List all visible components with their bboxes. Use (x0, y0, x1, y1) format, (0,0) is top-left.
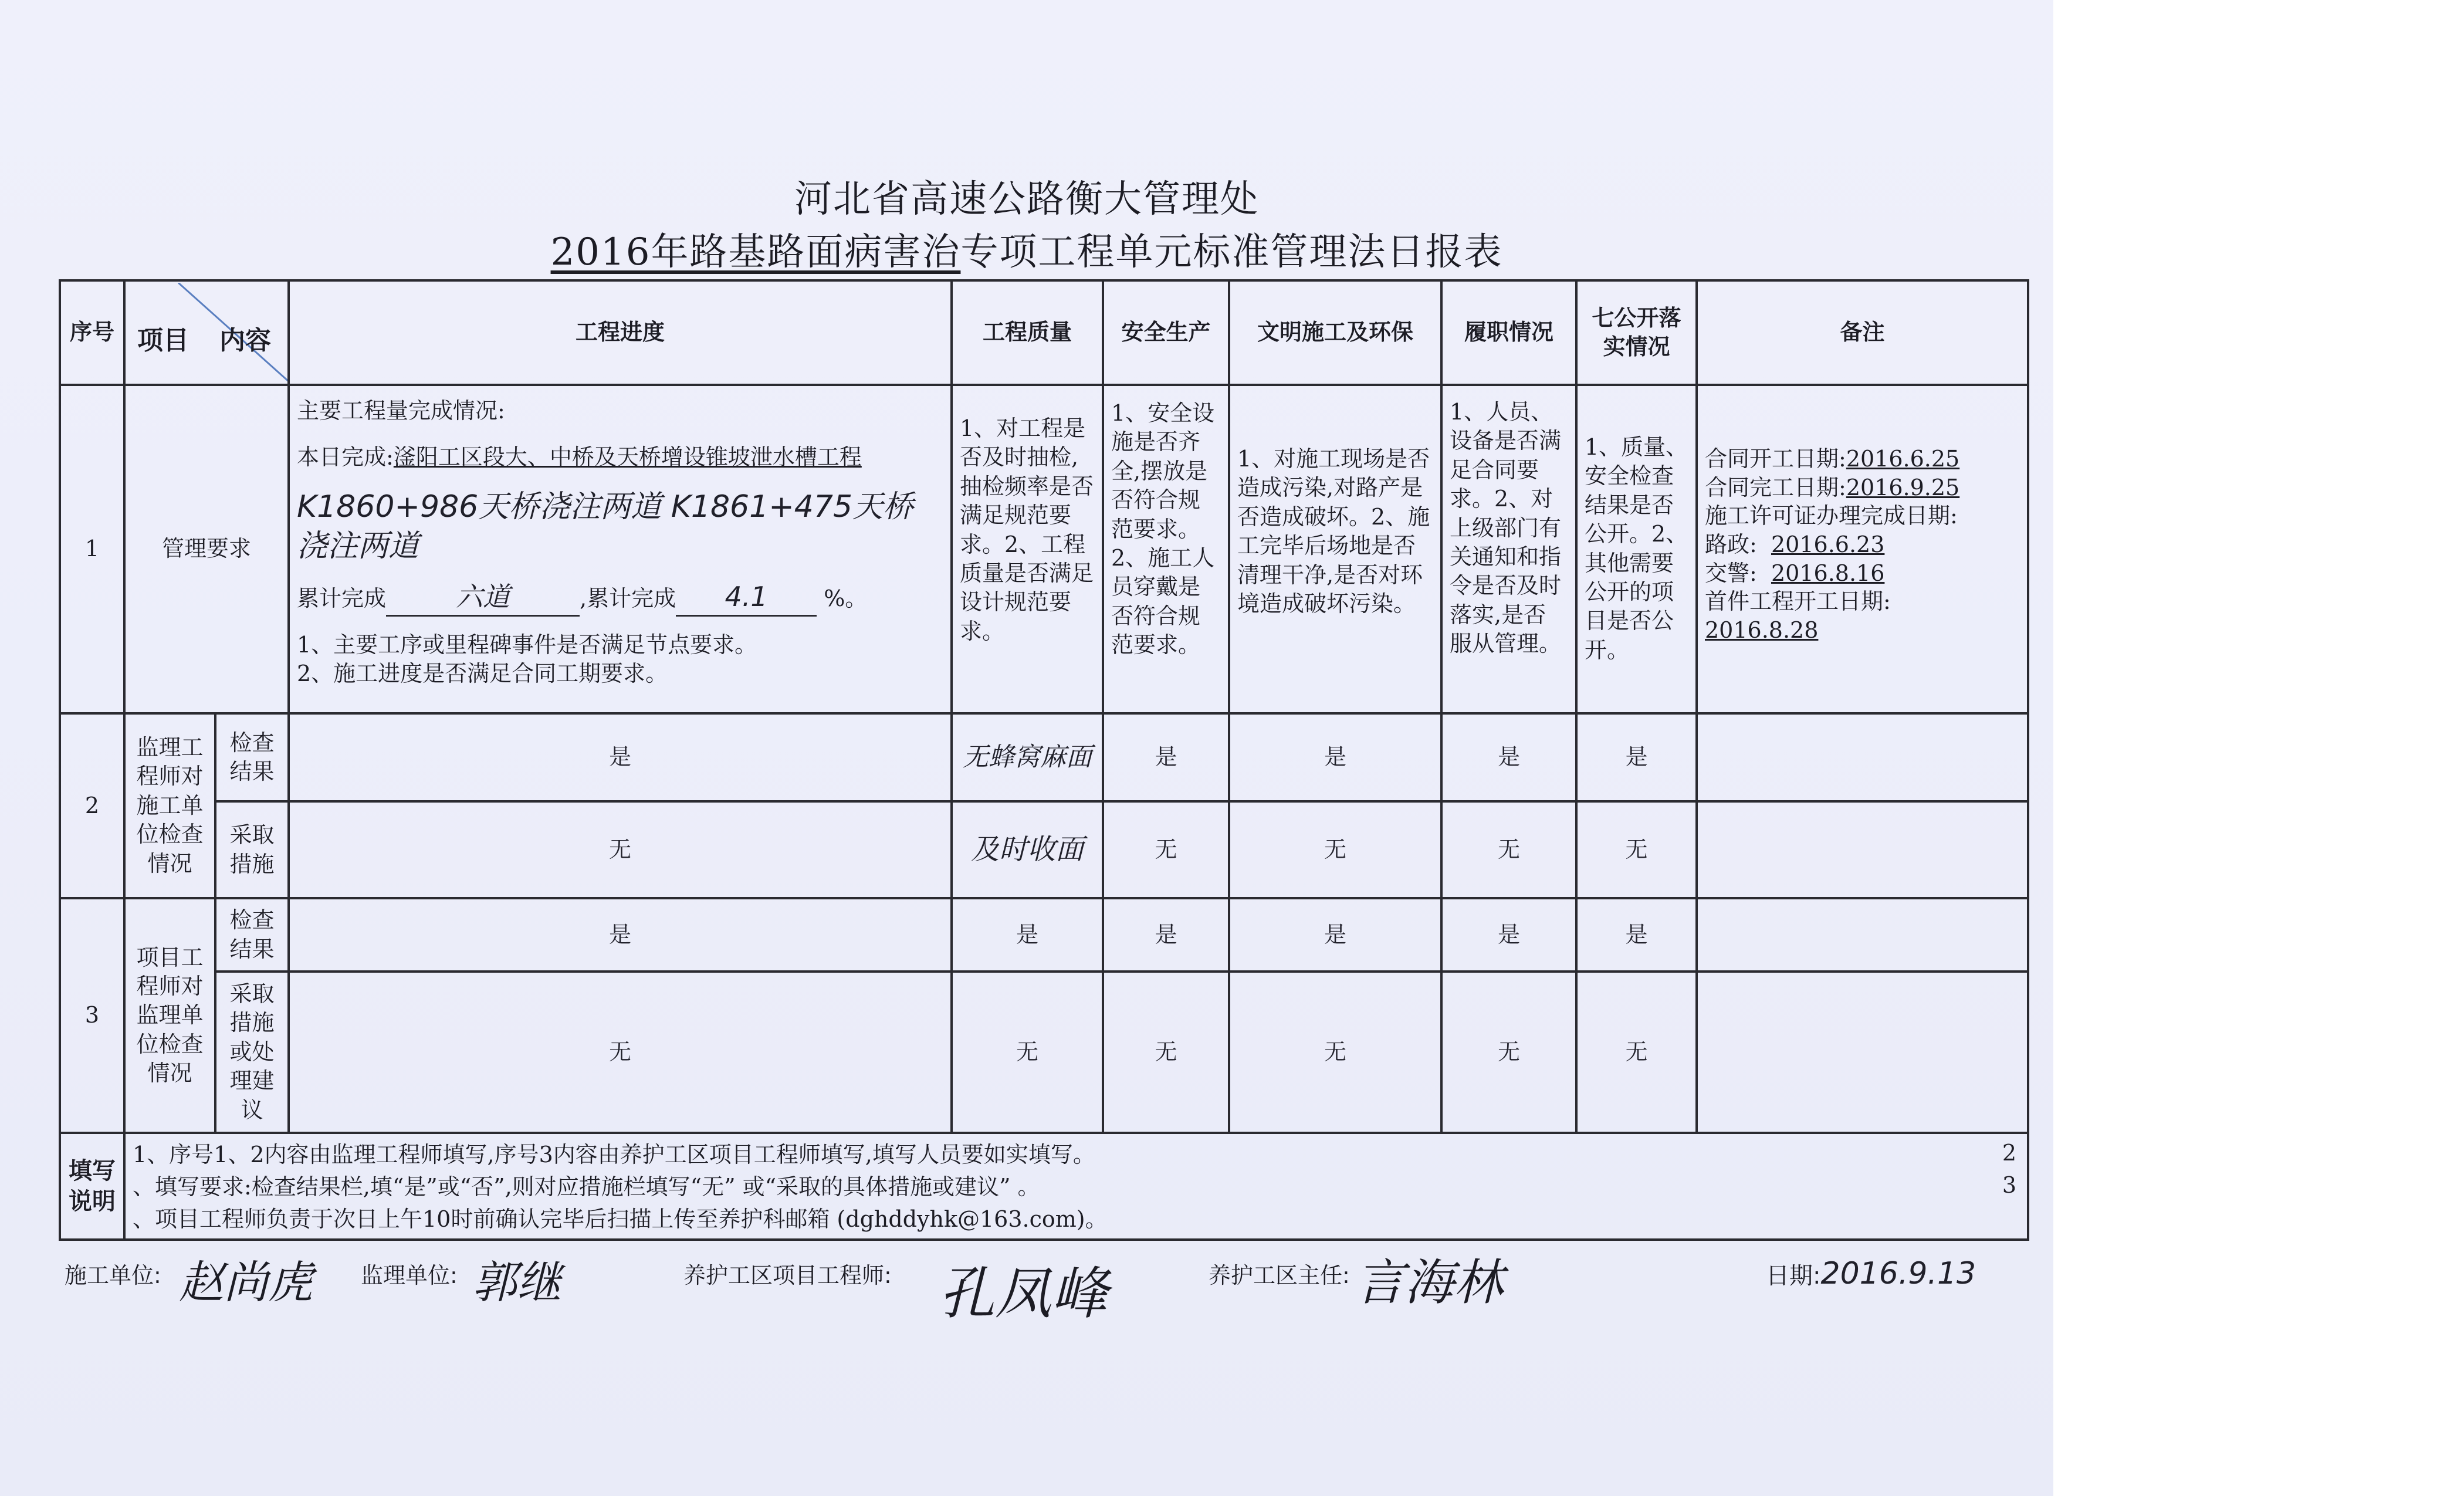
row3-seq: 3 (60, 898, 124, 1133)
road-label: 路政: (1705, 531, 1757, 557)
header-item-content (124, 280, 289, 385)
row2-check-quality: 无蜂窝麻面 (952, 713, 1103, 801)
contract-start (1705, 445, 2020, 473)
contract-end (1705, 473, 2020, 502)
header-seq: 序号 (60, 280, 124, 385)
subtitle-rest: 专项工程单元标准管理法日报表 (960, 231, 1503, 274)
note-number-2: 2 (2002, 1140, 2016, 1166)
director-signature: 言海林 (1355, 1254, 1504, 1311)
row2-measure-civil: 无 (1229, 801, 1441, 898)
row3-check-label: 检查结果 (215, 898, 289, 972)
row1-seven: 1、质量、安全检查结果是否公开。2、其他需要公开的项目是否公开。 (1576, 385, 1697, 713)
row3-measure-remarks (1697, 972, 2028, 1133)
row2-check-remarks (1697, 713, 2028, 801)
row3-check-duty: 是 (1441, 898, 1576, 972)
row2-check-progress: 是 (289, 713, 952, 801)
row2-seq: 2 (60, 713, 124, 898)
row3-check-quality: 是 (952, 898, 1103, 972)
report-table (59, 279, 2029, 1241)
note-3: 、项目工程师负责于次日上午10时前确认完毕后扫描上传至养护科邮箱 (dghddyhk@163.com)。 (133, 1206, 1108, 1233)
document-title: 河北省高速公路衡大管理处 (794, 178, 1259, 221)
notes-label: 填写说明 (60, 1133, 124, 1240)
police-value: 2016.8.16 (1771, 560, 1885, 586)
row2-measure-safety: 无 (1103, 801, 1229, 898)
cum-value: 六道 (386, 580, 580, 617)
header-progress: 工程进度 (289, 280, 952, 385)
row3-check-progress: 是 (289, 898, 952, 972)
contractor-signature: 赵尚虎 (179, 1256, 313, 1308)
date-label: 日期: (1766, 1263, 1821, 1289)
contract-end-value: 2016.9.25 (1846, 474, 1960, 500)
row2-check-seven: 是 (1576, 713, 1697, 801)
note-1: 1、序号1、2内容由监理工程师填写,序号3内容由养护工区项目工程师填写,填写人员要如实填写。 (133, 1142, 1095, 1167)
row2-measure-seven: 无 (1576, 801, 1697, 898)
header-item: 项目 (137, 326, 189, 356)
contract-start-label: 合同开工日期: (1705, 446, 1846, 472)
road-value: 2016.6.23 (1771, 531, 1885, 557)
first-work-value: 2016.8.28 (1705, 617, 1819, 643)
row3-check-civil: 是 (1229, 898, 1441, 972)
header-civil: 文明施工及环保 (1229, 280, 1441, 385)
date-field (1766, 1256, 1976, 1291)
row3-measure-seven: 无 (1576, 972, 1697, 1133)
row1-progress (289, 385, 952, 713)
today-label: 本日完成: (297, 444, 394, 471)
row-supervisor-measure (60, 801, 2028, 898)
supervisor-label: 监理单位: (361, 1263, 458, 1288)
notes-row (60, 1133, 2028, 1240)
header-quality: 工程质量 (952, 280, 1103, 385)
row2-check-label: 检查结果 (215, 713, 289, 801)
row2-measure-quality: 及时收面 (952, 801, 1103, 898)
progress-handwritten: K1860+986天桥浇注两道 K1861+475天桥浇注两道 (297, 489, 914, 564)
signature-line (65, 1253, 2059, 1370)
engineer-label: 养护工区项目工程师: (683, 1263, 892, 1288)
percent: %。 (824, 585, 868, 611)
notes-content (124, 1133, 2028, 1240)
header-duty: 履职情况 (1441, 280, 1576, 385)
row3-check-safety: 是 (1103, 898, 1229, 972)
header-seven: 七公开落实情况 (1576, 280, 1697, 385)
cum-label: 累计完成 (297, 585, 387, 611)
header-remarks: 备注 (1697, 280, 2028, 385)
row2-check-safety: 是 (1103, 713, 1229, 801)
row2-measure-label: 采取措施 (215, 801, 289, 898)
row3-measure-label: 采取措施或处理建议 (215, 972, 289, 1133)
scan-margin (2053, 0, 2464, 1496)
note-number-3: 3 (2002, 1172, 2016, 1198)
row-management (60, 385, 2028, 713)
row2-measure-remarks (1697, 801, 2028, 898)
row1-civil: 1、对施工现场是否造成污染,对路产是否造成破坏。2、施工完毕后场地是否清理干净,是否对环境造成破坏污染。 (1229, 385, 1441, 713)
row3-measure-quality: 无 (952, 972, 1103, 1133)
contract-end-label: 合同完工日期: (1705, 474, 1846, 500)
row-supervisor-check (60, 713, 2028, 801)
row3-measure-civil: 无 (1229, 972, 1441, 1133)
first-work-label: 首件工程开工日期: (1705, 588, 1891, 615)
cum-value2: 4.1 (676, 580, 817, 617)
row3-measure-safety: 无 (1103, 972, 1229, 1133)
row3-item: 项目工程师对监理单位检查情况 (124, 898, 215, 1133)
row2-measure-progress: 无 (289, 801, 952, 898)
engineer-signature: 孔凤峰 (939, 1261, 1108, 1326)
supervisor-signature: 郭继 (472, 1256, 561, 1308)
row3-check-seven: 是 (1576, 898, 1697, 972)
row1-safety: 1、安全设施是否齐全,摆放是否符合规范要求。2、施工人员穿戴是否符合规范要求。 (1103, 385, 1229, 713)
row1-item: 管理要求 (124, 385, 289, 713)
progress-heading: 主要工程量完成情况: (297, 398, 505, 424)
row-engineer-check (60, 898, 2028, 972)
date-value: 2016.9.13 (1820, 1256, 1976, 1291)
row2-check-civil: 是 (1229, 713, 1441, 801)
row1-seq: 1 (60, 385, 124, 713)
row3-check-remarks (1697, 898, 2028, 972)
subtitle-underlined: 2016年路基路面病害治 (550, 231, 961, 274)
contractor-label: 施工单位: (65, 1263, 161, 1288)
progress-cumulative (297, 580, 943, 617)
road-admin (1705, 530, 2020, 559)
header-content: 内容 (219, 326, 271, 356)
cum-label2: ,累计完成 (580, 585, 676, 611)
director-label: 养护工区主任: (1209, 1263, 1350, 1288)
row-engineer-measure (60, 972, 2028, 1133)
row2-item: 监理工程师对施工单位检查情况 (124, 713, 215, 898)
progress-today (297, 443, 943, 472)
first-work (1705, 616, 2020, 645)
row1-duty: 1、人员、设备是否满足合同要求。2、对上级部门有关通知和指令是否及时落实,是否服从管理。 (1441, 385, 1576, 713)
row2-check-duty: 是 (1441, 713, 1576, 801)
traffic-police (1705, 559, 2020, 588)
header-row (60, 280, 2028, 385)
note-2: 、填写要求:检查结果栏,填“是”或“否”,则对应措施栏填写“无” 或“采取的具体措施或建议” 。 (133, 1174, 1040, 1200)
document-subtitle (0, 222, 2053, 276)
row3-measure-duty: 无 (1441, 972, 1576, 1133)
police-label: 交警: (1705, 560, 1757, 586)
permit-label: 施工许可证办理完成日期: (1705, 503, 1958, 529)
progress-req2: 2、施工进度是否满足合同工期要求。 (297, 661, 668, 687)
row1-quality: 1、对工程是否及时抽检,抽检频率是否满足规范要求。2、工程质量是否满足设计规范要求。 (952, 385, 1103, 713)
today-value: 滏阳工区段大、中桥及天桥增设锥坡泄水槽工程 (393, 444, 862, 471)
row1-remarks (1697, 385, 2028, 713)
header-safety: 安全生产 (1103, 280, 1229, 385)
contract-start-value: 2016.6.25 (1846, 446, 1960, 472)
row2-measure-duty: 无 (1441, 801, 1576, 898)
progress-req1: 1、主要工序或里程碑事件是否满足节点要求。 (297, 631, 757, 658)
row3-measure-progress: 无 (289, 972, 952, 1133)
